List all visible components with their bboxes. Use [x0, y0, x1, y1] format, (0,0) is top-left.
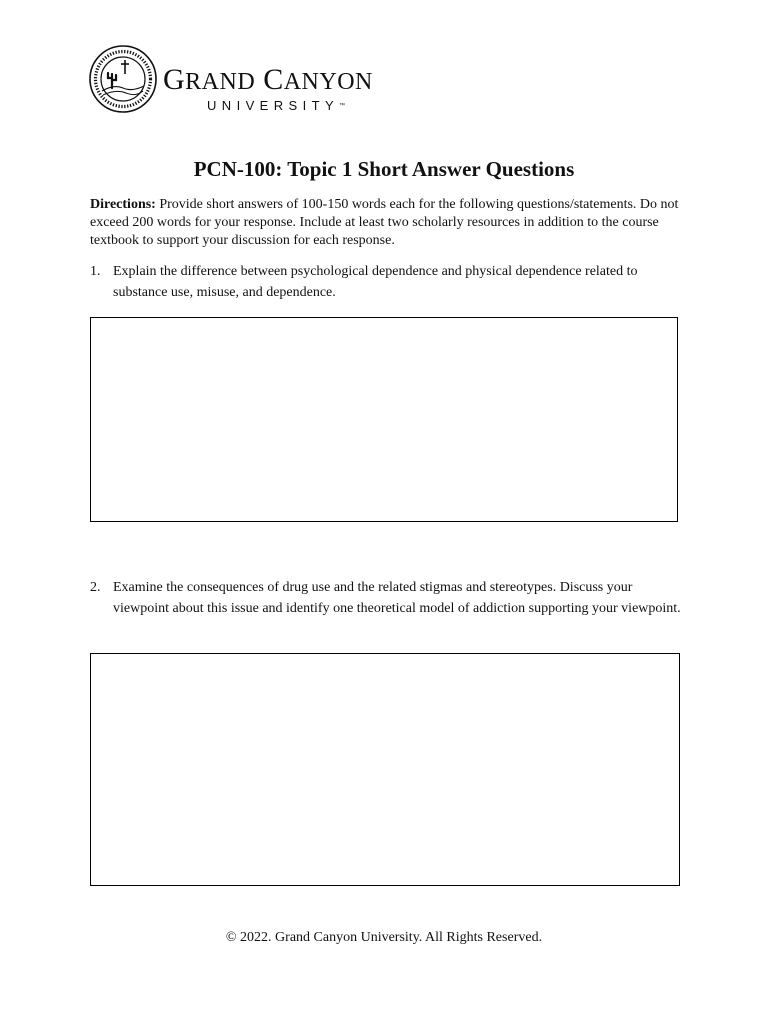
- answer-box-1[interactable]: [90, 317, 678, 522]
- question-text: Examine the consequences of drug use and the related stigmas and stereotypes. Discuss your viewpoint about this issue and identify one theoretical model of addiction supporting your viewpoint.: [113, 580, 681, 616]
- university-seal-icon: [88, 44, 158, 114]
- question-number: 1.: [90, 264, 101, 279]
- trademark-symbol: ™: [339, 103, 346, 109]
- copyright-footer: © 2022. Grand Canyon University. All Rights Reserved.: [225, 930, 543, 945]
- university-logo: [88, 44, 398, 120]
- question-text: Explain the difference between psychological dependence and physical dependence related to substance use, misuse, and dependence.: [113, 264, 638, 300]
- page-title: PCN-100: Topic 1 Short Answer Questions: [193, 157, 575, 181]
- logo-wordmark-line2: [207, 99, 345, 113]
- logo-wordmark-line1: GRAND CANYON: [163, 63, 373, 96]
- question-1: [90, 261, 690, 303]
- directions-text: Provide short answers of 100-150 words each for the following questions/statements. Do not exceed 200 words for your response. Include at least two scholarly resources in addition to the course textbook to support your discussion for each response.: [90, 197, 679, 248]
- question-2: [90, 577, 690, 619]
- directions-label: Directions:: [90, 197, 156, 212]
- question-number: 2.: [90, 580, 101, 595]
- answer-box-2[interactable]: [90, 653, 680, 886]
- directions-paragraph: [90, 196, 690, 250]
- logo-wordmark-university: UNIVERSITY: [207, 98, 340, 113]
